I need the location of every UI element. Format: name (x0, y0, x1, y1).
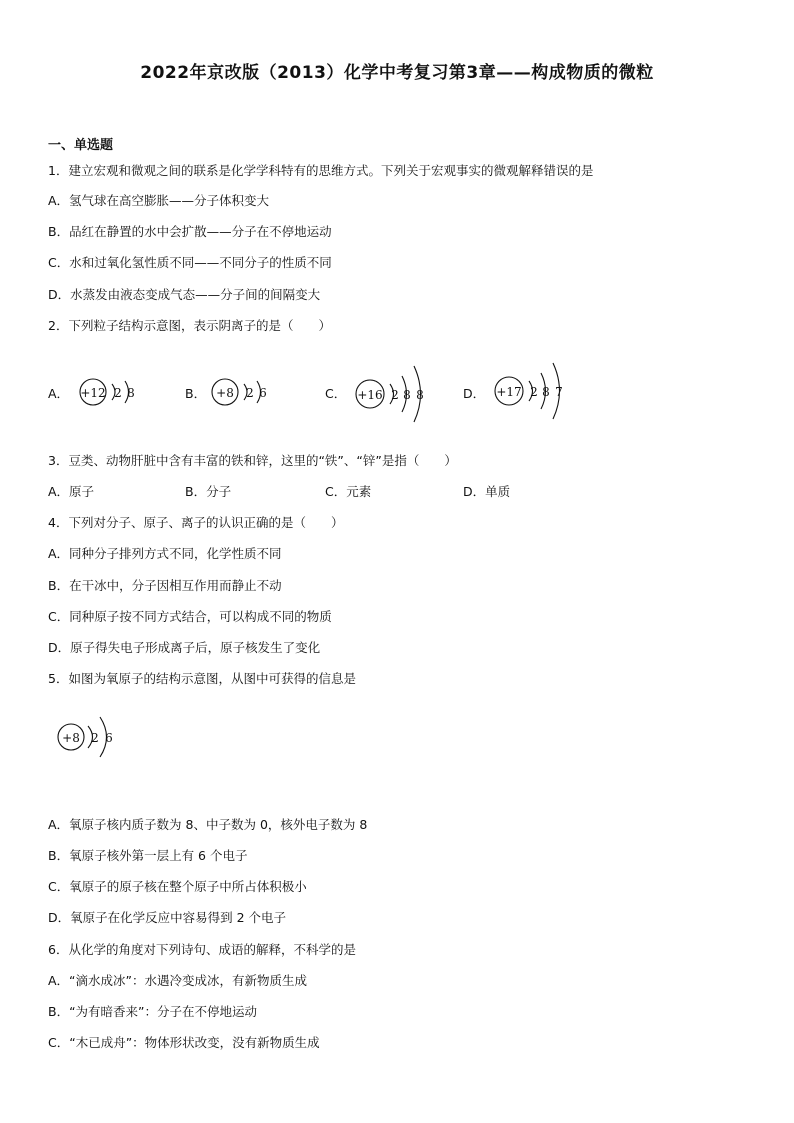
question-1-stem: 1．建立宏观和微观之间的联系是化学学科特有的思维方式。下列关于宏观事实的微观解释错误的是 (48, 163, 594, 178)
question-2-stem: 2．下列粒子结构示意图，表示阴离子的是（ ） (48, 318, 331, 333)
shell-3-electrons-d: 7 (555, 385, 563, 399)
question-2-option-a-label[interactable]: A． (48, 386, 70, 401)
atom-diagram-d (492, 345, 582, 437)
oxygen-shell-2-electrons: 6 (105, 731, 113, 745)
shell-2-electrons-b: 6 (259, 386, 267, 400)
question-4-stem: 4．下列对分子、原子、离子的认识正确的是（ ） (48, 515, 344, 530)
shell-2-electrons-d: 8 (542, 385, 550, 399)
atom-diagram-c (353, 348, 443, 440)
question-5-option-a[interactable]: A．氧原子核内质子数为 8、中子数为 0，核外电子数为 8 (48, 817, 368, 832)
question-1-option-d[interactable]: D．水蒸发由液态变成气态——分子间的间隔变大 (48, 287, 321, 302)
question-4-option-b[interactable]: B．在干冰中，分子因相互作用而静止不动 (48, 578, 282, 593)
question-6-option-a[interactable]: A．“滴水成冰”：水遇冷变成冰，有新物质生成 (48, 973, 308, 988)
page-title: 2022年京改版（2013）化学中考复习第3章——构成物质的微粒 (140, 63, 654, 83)
question-4-option-c[interactable]: C．同种原子按不同方式结合，可以构成不同的物质 (48, 609, 332, 624)
nucleus-charge-c: +16 (357, 388, 383, 402)
question-5-stem: 5．如图为氧原子的结构示意图，从图中可获得的信息是 (48, 671, 356, 686)
question-3-option-b[interactable]: B．分子 (185, 484, 232, 499)
question-3-stem: 3．豆类、动物肝脏中含有丰富的铁和锌，这里的“铁”、“锌”是指（ ） (48, 453, 457, 468)
shell-2-electrons-c: 8 (403, 388, 411, 402)
atom-diagram-a (76, 360, 156, 424)
shell-1-electrons-c: 2 (391, 388, 399, 402)
question-2-option-b-label[interactable]: B． (185, 386, 207, 401)
question-4-option-a[interactable]: A．同种分子排列方式不同，化学性质不同 (48, 546, 282, 561)
question-3-option-a[interactable]: A．原子 (48, 484, 95, 499)
atom-diagram-b (208, 360, 288, 424)
question-2-option-d-label[interactable]: D． (463, 386, 486, 401)
nucleus-charge-d: +17 (496, 385, 522, 399)
nucleus-charge-a: +12 (80, 386, 106, 400)
oxygen-shell-1-electrons: 2 (91, 731, 99, 745)
shell-1-electrons-b: 2 (246, 386, 254, 400)
oxygen-atom-diagram (55, 702, 135, 774)
question-3-option-c[interactable]: C．元素 (325, 484, 372, 499)
question-1-option-a[interactable]: A．氢气球在高空膨胀——分子体积变大 (48, 193, 270, 208)
section-heading: 一、单选题 (48, 138, 114, 153)
shell-3-electrons-c: 8 (416, 388, 424, 402)
question-5-option-c[interactable]: C．氧原子的原子核在整个原子中所占体积极小 (48, 879, 307, 894)
shell-1-electrons-d: 2 (530, 385, 538, 399)
shell-1-electrons-a: 2 (114, 386, 122, 400)
question-1-option-c[interactable]: C．水和过氧化氢性质不同——不同分子的性质不同 (48, 255, 332, 270)
question-4-option-d[interactable]: D．原子得失电子形成离子后，原子核发生了变化 (48, 640, 321, 655)
nucleus-charge-b: +8 (216, 386, 234, 400)
question-3-option-d[interactable]: D．单质 (463, 484, 511, 499)
question-5-option-d[interactable]: D．氧原子在化学反应中容易得到 2 个电子 (48, 910, 287, 925)
question-6-stem: 6．从化学的角度对下列诗句、成语的解释，不科学的是 (48, 942, 356, 957)
question-2-option-c-label[interactable]: C． (325, 386, 347, 401)
question-6-option-b[interactable]: B．“为有暗香来”：分子在不停地运动 (48, 1004, 258, 1019)
shell-2-electrons-a: 8 (127, 386, 135, 400)
question-5-option-b[interactable]: B．氧原子核外第一层上有 6 个电子 (48, 848, 248, 863)
oxygen-nucleus-charge: +8 (62, 731, 80, 745)
question-6-option-c[interactable]: C．“木已成舟”：物体形状改变，没有新物质生成 (48, 1035, 320, 1050)
question-1-option-b[interactable]: B．品红在静置的水中会扩散——分子在不停地运动 (48, 224, 332, 239)
